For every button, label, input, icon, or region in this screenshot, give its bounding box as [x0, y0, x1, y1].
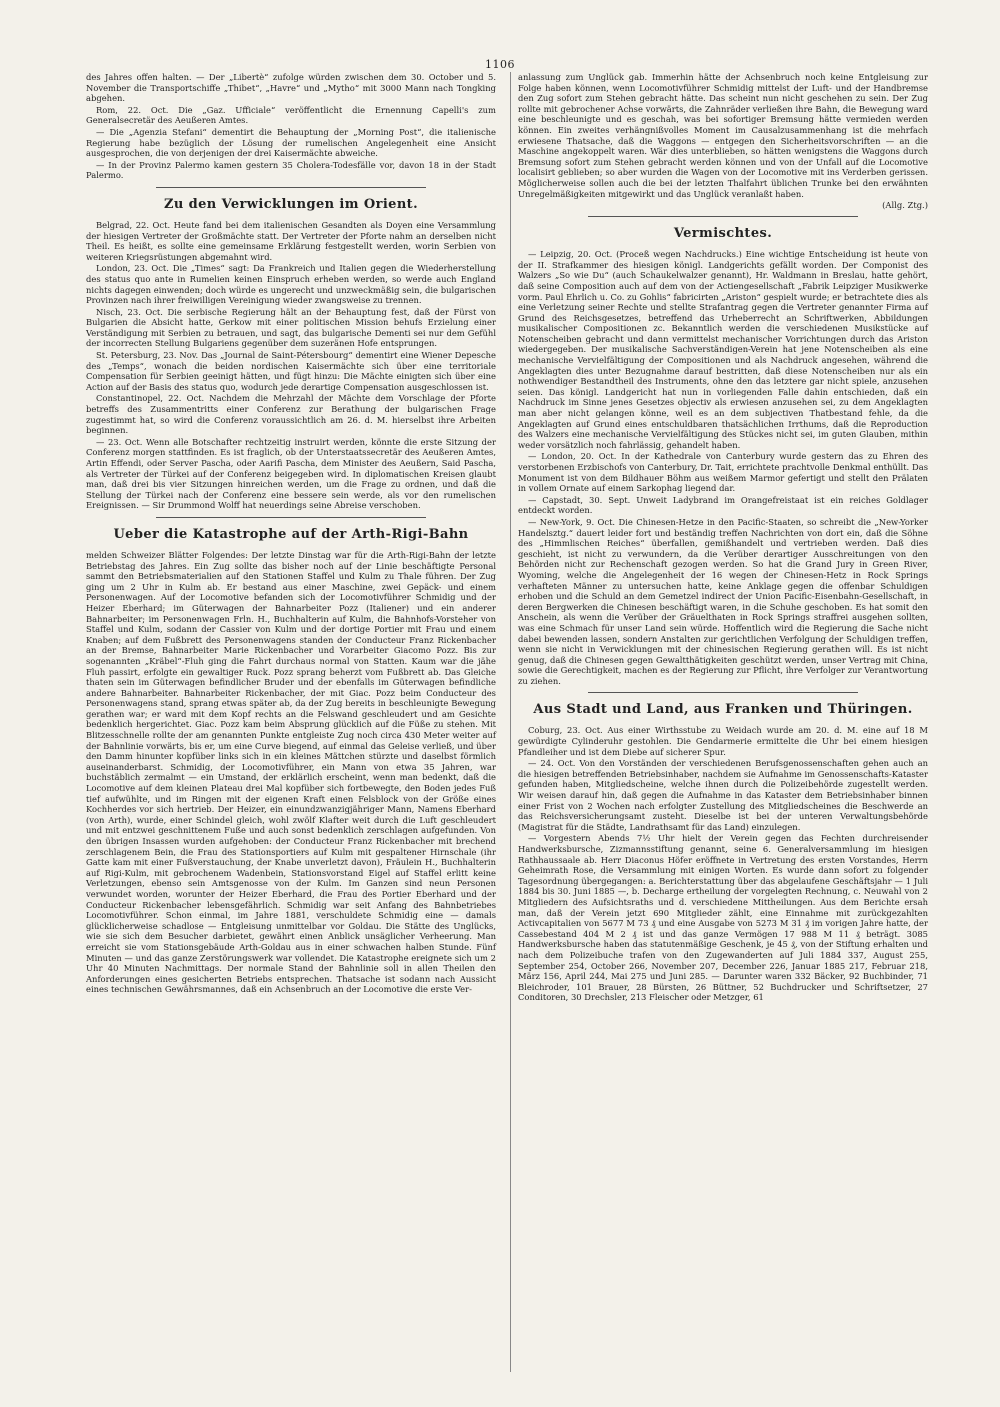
page-number: 1106: [485, 58, 515, 71]
paragraph: — Die „Agenzia Stefani“ dementirt die Behauptung der „Morning Post“, die italienische Regierung habe bezüglich der Lösung der rumelischen Angelegenheit eine Ansicht ausgesprochen, die von derjenigen der drei Kaisermächte abweiche.: [86, 126, 496, 159]
paragraph: Rom, 22. Oct. Die „Gaz. Ufficiale“ veröffentlicht die Ernennung Capelli's zum Generalsecretär des Aeußeren Amtes.: [86, 104, 496, 126]
paragraph: — 23. Oct. Wenn alle Botschafter rechtzeitig instruirt werden, könnte die erste Sitzung der Conferenz morgen stattfinden. Es ist fraglich, ob der Unterstaatssecretär des Aeußeren Amtes, Artin Effendi, oder Server Pascha, oder Aarifi Pascha, dem Minister des Aeußern, Said Pascha, als Vertreter der Türkei auf der Conferenz beigegeben wird. In diplomatischen Kreisen glaubt man, daß drei bis vier Sitzungen hinreichen werden, um die Frage zu ordnen, und daß die Stellung der Türkei nach der Conferenz eine bessere sein werde, als vor den rumelischen Ereignissen. — Sir Drummond Wolff hat neuerdings seine Abreise verschoben.: [86, 436, 496, 511]
paragraph: — Vorgestern Abends 7½ Uhr hielt der Verein gegen das Fechten durchreisender Handwerksbursche, Zizmannsstiftung genannt, seine 6. Generalversammlung im hiesigen Rathhaussaale ab. Herr Diaconus Höfer eröffnete in Vertretung des ersten Vorstandes, Herrn Geheimrath Rose, die Versammlung mit einigen Worten. Es wurde dann sofort zu folgender Tagesordnung übergegangen: a. Berichterstattung über das abgelaufene Geschäftsjahr — 1 Juli 1884 bis 30. Juni 1885 —, b. Decharge ertheilung der vorgelegten Rechnung, c. Neuwahl von 2 Mitgliedern des Aufsichtsraths und d. verschiedene Mittheilungen. Aus dem Berichte ersah man, daß der Verein jetzt 690 Mitglieder zählt, eine Einnahme mit zurückgezahlten Activcapitalien von 5677 M 73 ₰ und eine Ausgabe von 5273 M 31 ₰ im vorigen Jahre hatte, der Cassebestand 404 M 2 ₰ ist und das ganze Vermögen 17 988 M 11 ₰ beträgt. 3085 Handwerksbursche haben das statutenmäßige Geschenk, je 45 ₰, von der Stiftung erhalten und nach dem Polizeibuche trafen von den Zugewanderten auf Juli 1884 337, August 255, September 254, October 266, November 207, December 226, Januar 1885 217, Februar 218, März 156, April 244, Mai 275 und Juni 285. — Darunter waren 332 Bäcker, 92 Buchbinder, 71 Bleichroder, 101 Brauer, 28 Bürsten, 26 Büttner, 52 Buchdrucker und Schriftsetzer, 27 Conditoren, 30 Drechsler, 213 Fleischer oder Metzger, 61: [518, 833, 928, 1003]
paragraph: Coburg, 23. Oct. Aus einer Wirthsstube zu Weidach wurde am 20. d. M. eine auf 18 M gewürdigte Cylinderuhr gestohlen. Die Gendarmerie ermittelte die Uhr bei einem hiesigen Pfandleiher und ist dem Diebe auf sicherer Spur.: [518, 725, 928, 757]
paragraph: — London, 20. Oct. In der Kathedrale von Canterbury wurde gestern das zu Ehren des verstorbenen Erzbischofs von Canterbury, Dr. Tait, errichtete prachtvolle Denkmal enthüllt. Das Monument ist von dem Bildhauer Böhm aus weißem Marmor gefertigt und stellt den Prälaten in vollem Ornate auf einem Sarkophag liegend dar.: [518, 451, 928, 494]
source-signoff: (Allg. Ztg.): [882, 200, 928, 211]
paragraph: — 24. Oct. Von den Vorständen der verschiedenen Berufsgenossenschaften gehen auch an die hiesigen betreffenden Betriebsinhaber, nachdem sie Aufnahme im Genossenschafts-Kataster gefunden haben, Mitgliedscheine, welche ihnen durch die Polizeibehörde zugestellt werden. Wir weisen darauf hin, daß gegen die Aufnahme in das Kataster dem Betriebsinhaber binnen einer Frist von 2 Wochen nach erfolgter Zustellung des Mitgliedscheines die Beschwerde an das Reichsversicherungsamt zusteht. Dieselbe ist bei der unteren Verwaltungsbehörde (Magistrat für die Städte, Landrathsamt für das Land) einzulegen.: [518, 758, 928, 832]
paragraph: St. Petersburg, 23. Nov. Das „Journal de Saint-Pétersbourg“ dementirt eine Wiener Depesche des „Temps“, wonach die beiden nordischen Kaisermächte sich über eine territoriale Compensation für Serbien geeinigt hätten, und fügt hinzu: Die Mächte einigten sich über eine Action auf der Basis des status quo, wodurch jede derartige Compensation ausgeschlossen ist.: [86, 350, 496, 392]
paragraph: London, 23. Oct. Die „Times“ sagt: Da Frankreich und Italien gegen die Wiederherstellung des status quo ante in Rumelien keinen Einspruch erheben werden, so werde auch England nichts dagegen einwenden; doch würde es ungerecht und unzweckmäßig sein, die bulgarischen Provinzen nach ihrer freiwilligen Vereinigung wieder zwangsweise zu trennen.: [86, 263, 496, 306]
paragraph: melden Schweizer Blätter Folgendes: Der letzte Dinstag war für die Arth-Rigi-Bahn der letzte Betriebstag des Jahres. Ein Zug sollte das bisher noch auf der Linie beschäftigte Personal sammt den Betriebsmaterialien auf den Stationen Staffel und Kulm zu Thale führen. Der Zug ging um 2 Uhr in Kulm ab. Er bestand aus einer Maschine, zwei Gepäck- und einem Personenwagen. Auf der Locomotive befanden sich der Locomotivführer Schmidig und der Heizer Eberhard; im Güterwagen der Bahnarbeiter Pozz (Italiener) und ein anderer Bahnarbeiter; im Personenwagen Frln. H., Buchhalterin auf Kulm, die Bahnhofs-Vorsteher von Staffel und Kulm, sodann der Cassier von Kulm und der dortige Portier mit Frau und einem Knaben; auf dem Fußbrett des Personenwagens standen der Conducteur Franz Rickenbacher an der Bremse, Bahnarbeiter Marie Rickenbacher und Vorarbeiter Giacomo Pozz. Bis zur sogenannten „Kräbel“-Fluh ging die Fahrt durchaus normal von Statten. Kaum war die jähe Fluh passirt, erfolgte ein gewaltiger Ruck. Pozz sprang beherzt vom Fußbrett ab. Das Gleiche thaten sein im Güterwagen befindlicher Bruder und der ebenfalls im Güterwagen befindliche andere Bahnarbeiter. Bahnarbeiter Rickenbacher, der mit Giac. Pozz beim Conducteur des Personenwagens stand, sprang etwas später ab, da der Zug bereits in beschleunigte Bewegung gerathen war; er ward mit dem Kopf rechts an die Felswand geschleudert und am Gesichte bedenklich hergerichtet. Giac. Pozz kam beim Absprung glücklich auf die Füße zu stehen. Mit Blitzesschnelle rollte der am genannten Punkte entgleiste Zug noch circa 430 Meter weiter auf der Bahnlinie vorwärts, bis er, um eine Curve biegend, auf einmal das Geleise verließ, und über den Damm hinunter kopfüber links sich in ein kleines Mättchen stürzte und daselbst förmlich auseinanderbarst. Schmidig, der Locomotivführer, ein Mann von etwa 35 Jahren, war buchstäblich zermalmt — ein Umstand, der erklärlich erscheint, wenn man bedenkt, daß die Locomotive auf dem kleinen Plateau drei Mal kopfüber sich fortbewegte, den Boden jedes Fuß tief aufwühlte, und im Ringen mit der eigenen Kraft einen Felsblock von der Größe eines Kochherdes vor sich hertrieb. Der Heizer, ein einundzwanzigjähriger Mann, Namens Eberhard (von Arth), wurde, einer Schindel gleich, wohl zwölf Klafter weit durch die Luft geschleudert und mit entzwei geschnittenem Fuße und auch sonst bedenklich zerschlagen aufgefunden. Von den übrigen Insassen wurden aufgehoben: der Conducteur Franz Rickenbacher mit brechend zerschlagenem Bein, die Frau des Stationsportiers auf Kulm mit gespaltener Hirnschale (ihr Gatte kam mit einer Fußverstauchung, der Knabe unverletzt davon), Fräulein H., Buchhalterin auf Rigi-Kulm, mit gebrochenem Wadenbein, Stationsvorstand Eigel auf Staffel erlitt keine Verletzungen, ebenso sein Amtsgenosse von der Kulm. Im Ganzen sind neun Personen verwundet worden, worunter der Heizer Eberhard, die Frau des Portier Eberhard und der Conducteur Rickenbacher lebensgefährlich. Schmidig war seit Anfang des Bahnbetriebes Locomotivführer. Schon einmal, im Jahre 1881, verschuldete Schmidig eine — damals glücklicherweise schadlose — Entgleisung unmittelbar vor Goldau. Die Stätte des Unglücks, wie sie sich dem Besucher darbietet, gewährt einen Anblick unsäglicher Verheerung. Man erreicht sie vom Stationsgebäude Arth-Goldau aus in einer schwachen halben Stunde. Fünf Minuten — und das ganze Zerstörungswerk war vollendet. Die Katastrophe ereignete sich um 2 Uhr 40 Minuten Nachmittags. Der normale Stand der Bahnlinie soll in allen Theilen den Anforderungen eines gesicherten Betriebs entsprechen. Thatsache ist sodann nach Aussicht eines technischen Gewährsmannes, daß ein Achsenbruch an der Locomotive die erste Ver-: [86, 549, 496, 995]
paragraph: des Jahres offen halten. — Der „Libertè“ zufolge würden zwischen dem 30. October und 5. November die Transportschiffe „Thibet“, „Havre“ und „Mytho“ mit 3000 Mann nach Tongking abgehen.: [86, 72, 496, 104]
paragraph: Belgrad, 22. Oct. Heute fand bei dem italienischen Gesandten als Doyen eine Versammlung der hiesigen Vertreter der Großmächte statt. Der Vertreter der Pforte nahm an derselben nicht Theil. Es heißt, es sollte eine gemeinsame Erklärung festgestellt werden, worin Serbien von weiteren Kriegsrüstungen abgemahnt wird.: [86, 219, 496, 262]
paragraph: — In der Provinz Palermo kamen gestern 35 Cholera-Todesfälle vor, davon 18 in der Stadt Palermo.: [86, 159, 496, 181]
section-rule: [156, 517, 426, 518]
paragraph: Nisch, 23. Oct. Die serbische Regierung hält an der Behauptung fest, daß der Fürst von Bulgarien die Absicht hatte, Gerkow mit einer politischen Mission behufs Erzielung einer Verständigung mit Serbien zu betrauen, und sagt, das bulgarische Dementi sei nur dem Gefühl der incorrecten Stellung Bulgariens gegenüber dem suzeränen Hofe entsprungen.: [86, 306, 496, 349]
paragraph: — Leipzig, 20. Oct. (Proceß wegen Nachdrucks.) Eine wichtige Entscheidung ist heute von der II. Strafkammer des hiesigen königl. Landgerichts gefällt worden. Der Componist des Walzers „So wie Du“ (auch Schaukelwalzer genannt), Hr. Waldmann in Breslau, hatte gehört, daß seine Composition auch auf dem von der Actiengesellschaft „Fabrik Leipziger Musikwerke vorm. Paul Ehrlich u. Co. zu Gohlis“ fabricirten „Ariston“ gespielt wurde; er betrachtete dies als eine Verletzung seiner Rechte und stellte Strafantrag gegen die Vertreter genannter Firma auf Grund des Reichsgesetzes, betreffend das Urheberrecht an Schriftwerken, Abbildungen musikalischer Compositionen zc. Bekanntlich werden die verschiedenen Musikstücke auf Notenscheiben gebracht und dann vermittelst mechanischer Vorrichtungen durch das Ariston wiedergegeben. Der musikalische Sachverständigen-Verein hat jene Notenscheiben als eine mechanische Vervielfältigung der Compositionen und als Nachdruck angesehen, während die Angeklagten dies unter Bezugnahme darauf bestritten, daß diese Notenscheiben nur als ein nothwendiger Bestandtheil des Instruments, ohne den das letztere gar nicht spiele, anzusehen seien. Das königl. Landgericht hat nun in vorliegenden Falle dahin entschieden, daß ein Nachdruck im Sinne jenes Gesetzes objectiv als erwiesen anzusehen sei, zu dem Angeklagten man aber nicht gelangen könne, weil es an dem subjectiven Thatbestand fehle, da die Angeklagten auf Grund eines entschuldbaren thatsächlichen Irrthums, daß die Reproduction des Walzers eine mechanische Vervielfältigung des Stückes nicht sei, im guten Glauben, mithin weder vorsätzlich noch fahrlässig, gehandelt haben.: [518, 249, 928, 450]
section-heading-vermischtes: Vermischtes.: [673, 226, 773, 242]
paragraph: — Capstadt, 30. Sept. Unweit Ladybrand im Orangefreistaat ist ein reiches Goldlager entdeckt worden.: [518, 494, 928, 516]
paragraph: anlassung zum Unglück gab. Immerhin hätte der Achsenbruch noch keine Entgleisung zur Folge haben können, wenn Locomotivführer Schmidig mittelst der Luft- und der Handbremse den Zug sofort zum Stehen gebracht hätte. Das scheint nun nicht geschehen zu sein. Der Zug rollte mit gebrochener Achse vorwärts, die Zahnräder verließen ihre Bahn, die Bewegung ward eine beschleunigte und es geschah, was bei sofortiger Bremsung hätte vermieden werden können. Ein zweites verhängnißvolles Moment im Causalzusammenhang ist die mehrfach erwiesene Thatsache, daß die Waggons — entgegen den Sicherheitsvorschriften — an die Maschine angekoppelt waren. Wär dies unterblieben, so hätten wenigstens die Waggons durch Bremsung sofort zum Stehen gebracht werden können und von der Unfall auf die Locomotive localisirt geblieben; so aber wurden die Wagen von der Locomotive mit ins Verderben gerissen. Möglicherweise sollen auch die bei der letzten Thalfahrt üblichen Trunke bei den erwähnten Unregelmäßigkeiten mitgewirkt und das Unglück veranlaßt haben.: [518, 72, 928, 199]
paragraph: — New-York, 9. Oct. Die Chinesen-Hetze in den Pacific-Staaten, so schreibt die „New-Yorker Handelsztg.“ dauert leider fort und beständig treffen Nachrichten von dort ein, daß die Söhne des „Himmlischen Reiches“ überfallen, gemißhandelt und vertrieben werden. Daß dies geschieht, ist nicht zu verwundern, da die Verüber derartiger Ausschreitungen von den Behörden nicht zur Rechenschaft gezogen werden. So hat die Grand Jury in Green River, Wyoming, welche die Angelegenheit der 16 wegen der Chinesen-Hetz in Rock Springs verhafteten Männer zu untersuchen hatte, keine Anklage gegen die offenbar Schuldigen erhoben und die Schuld an dem Gemetzel indirect der Union Pacific-Eisenbahn-Gesellschaft, in deren Bergwerken die Chinesen beschäftigt waren, in die Schuhe geschoben. Es hat somit den Anschein, als wenn die Verüber der Gräuelthaten in Rock Springs straffrei ausgehen sollten, was eine Schmach für unser Land sein würde. Hoffentlich wird die Regierung die Sache nicht dabei bewenden lassen, sondern Anstalten zur gerichtlichen Verfolgung der Schuldigen treffen, wenn sie nicht in Verwicklungen mit der chinesischen Regierung gerathen will. Es ist nicht genug, daß die Chinesen gegen Gewaltthätigkeiten geschützt werden, unser Vertrag mit China, sowie die Gerechtigkeit, machen es der Regierung zur Pflicht, ihre Verfolger zur Verantwortung zu ziehen.: [518, 516, 928, 686]
column-divider: [510, 72, 511, 1372]
section-heading-rigi: Ueber die Katastrophe auf der Arth-Rigi-Bahn: [113, 526, 469, 542]
right-column: [518, 72, 928, 1004]
section-rule: [588, 692, 858, 693]
left-column: [86, 72, 496, 996]
section-heading-franken: Aus Stadt und Land, aus Franken und Thüringen.: [533, 702, 913, 718]
section-rule: [156, 187, 426, 188]
paragraph: Constantinopel, 22. Oct. Nachdem die Mehrzahl der Mächte dem Vorschlage der Pforte betreffs des Zusammentritts einer Conferenz zur Berathung der bulgarischen Frage zugestimmt hat, so wird die Conferenz voraussichtlich am 26. d. M. hierselbst ihre Arbeiten beginnen.: [86, 393, 496, 436]
section-rule: [588, 216, 858, 217]
section-heading-orient: Zu den Verwicklungen im Orient.: [163, 196, 419, 212]
